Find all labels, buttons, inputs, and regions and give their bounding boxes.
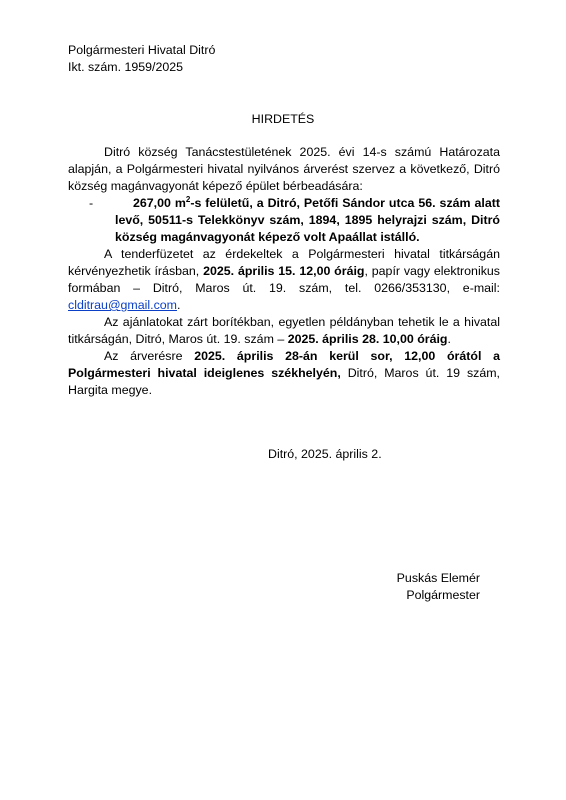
- signatory-role: Polgármester: [406, 588, 480, 602]
- tender-period: .: [176, 298, 181, 312]
- property-area: [115, 196, 500, 244]
- auction-date-place: 2025. április 28-án kerül sor, 12,00 órától a Polgármesteri hivatal ideiglenes székhelyén,: [68, 349, 500, 380]
- offers-deadline: 2025. április 28. 10,00 óráig: [287, 332, 448, 346]
- property-item: [68, 195, 500, 246]
- tender-contact: , papír vagy elektronikus formában – Ditró, Maros út. 19. szám, tel. 0266/353130, e-mail:: [68, 264, 500, 295]
- auction-paragraph: [68, 348, 500, 399]
- tender-deadline: 2025. április 15. 12,00 óráig: [203, 264, 365, 278]
- tender-paragraph: [68, 246, 500, 314]
- area-value: 267,00 m: [133, 196, 186, 210]
- offers-paragraph: [68, 314, 500, 348]
- auction-intro: Az árverésre: [104, 349, 195, 363]
- offers-text: Az ajánlatokat zárt borítékban, egyetlen példányban tehetik le a hivatal titkárságán, Ditró, Maros út. 19. szám –: [68, 315, 500, 346]
- document-title: HIRDETÉS: [251, 112, 315, 126]
- letterhead: [68, 42, 215, 76]
- office-name: Polgármesteri Hivatal Ditró: [68, 43, 216, 57]
- announcement-body: [68, 144, 500, 399]
- list-dash: -: [89, 196, 94, 210]
- signature-block: [368, 570, 480, 604]
- email-link[interactable]: clditrau@gmail.com: [68, 298, 177, 312]
- auction-address: Ditró, Maros út. 19 szám, Hargita megye.: [68, 366, 500, 397]
- place-date: Ditró, 2025. április 2.: [268, 447, 382, 461]
- signatory-name: Puskás Elemér: [396, 571, 480, 585]
- property-description: -s felületű, a Ditró, Petőfi Sándor utca 56. szám alatt levő, 50511-s Telekkönyv szám, 1894, 1895 helyrajzi szám, Ditró község magánvagyonát képező volt Apaállat istálló.: [115, 196, 500, 244]
- area-exponent: 2: [185, 194, 191, 204]
- offers-period: .: [447, 332, 451, 346]
- intro-paragraph: Ditró község Tanácstestületének 2025. évi 14-s számú Határozata alapján, a Polgármesteri hivatal nyilvános árverést szervez a következő, Ditró község magánvagyonát képező épület bérbeadására:: [68, 145, 500, 193]
- registry-number: Ikt. szám. 1959/2025: [68, 60, 184, 74]
- tender-text: A tenderfüzetet az érdekeltek a Polgármesteri hivatal titkárságán kérvényezhetik írásban,: [68, 247, 500, 278]
